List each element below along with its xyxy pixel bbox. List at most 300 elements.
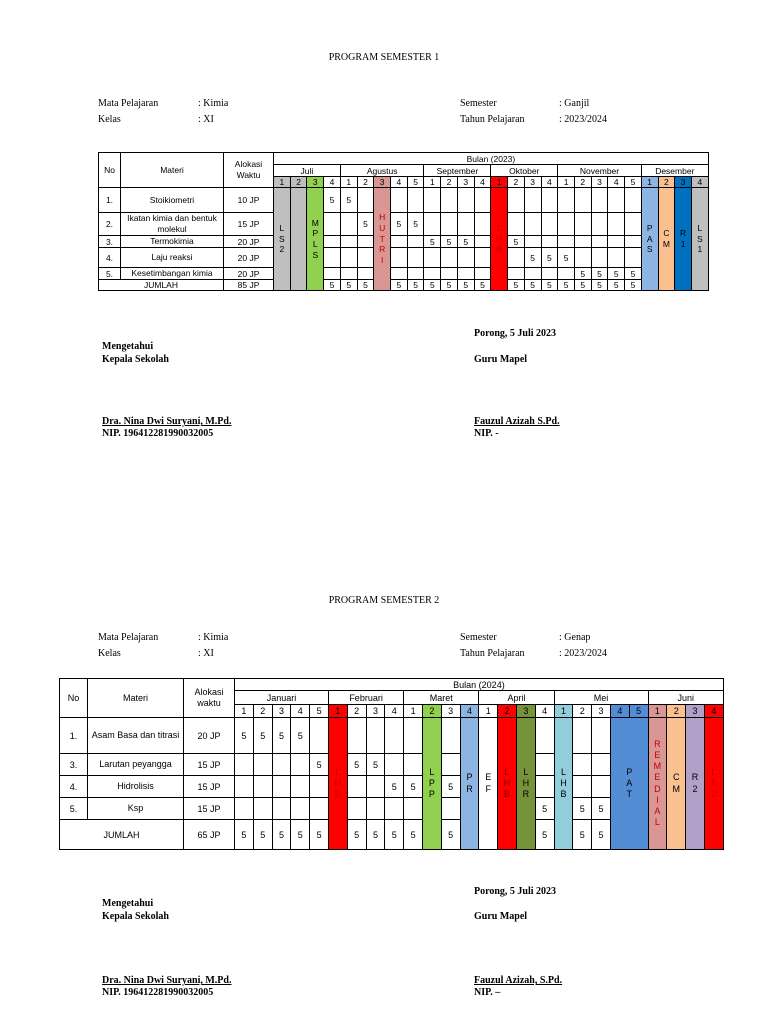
event-block xyxy=(374,188,391,291)
week-number: 5 xyxy=(310,705,329,718)
table-row xyxy=(99,268,709,280)
week-cell: 5 xyxy=(291,820,310,850)
week-cell: 5 xyxy=(407,213,424,236)
week-cell: 5 xyxy=(340,280,357,291)
month-header: Juli xyxy=(274,165,341,177)
week-cell xyxy=(424,248,441,268)
week-cell: 5 xyxy=(366,754,385,776)
month-header: Januari xyxy=(235,691,329,705)
event-block xyxy=(658,188,675,291)
week-cell xyxy=(524,188,541,213)
row-alokasi: 20 JP xyxy=(184,718,235,754)
week-number: 4 xyxy=(691,177,708,188)
jumlah-alokasi: 65 JP xyxy=(184,820,235,850)
row-materi: Larutan peyangga xyxy=(88,754,184,776)
week-cell: 5 xyxy=(441,236,458,248)
mapel-label: Mata Pelajaran xyxy=(98,98,159,109)
vertical-label: P A T xyxy=(626,766,633,800)
week-cell xyxy=(524,268,541,280)
sem2-right-info xyxy=(460,630,607,662)
week-number: 5 xyxy=(629,705,648,718)
month-header: Mei xyxy=(554,691,648,705)
week-cell: 5 xyxy=(391,213,408,236)
week-cell xyxy=(391,188,408,213)
tahun-value: : 2023/2024 xyxy=(559,114,608,125)
week-cell: 5 xyxy=(441,820,460,850)
event-block xyxy=(328,718,347,850)
kelas-value: : XI xyxy=(198,648,214,659)
week-cell xyxy=(474,188,491,213)
vertical-label: P A S xyxy=(646,223,653,255)
sem1-left-info xyxy=(98,96,228,128)
week-number: 4 xyxy=(535,705,554,718)
week-cell xyxy=(535,776,554,798)
week-cell xyxy=(608,213,625,236)
week-number: 2 xyxy=(667,705,686,718)
week-cell: 5 xyxy=(347,754,366,776)
week-number: 2 xyxy=(498,705,517,718)
week-cell: 5 xyxy=(310,820,329,850)
week-number: 3 xyxy=(457,177,474,188)
week-cell xyxy=(592,754,611,776)
col-alokasi-header: Alokasi waktu xyxy=(184,679,235,718)
week-number: 2 xyxy=(253,705,272,718)
row-no: 4. xyxy=(99,248,121,268)
week-cell xyxy=(625,213,642,236)
event-block xyxy=(704,718,723,850)
week-cell xyxy=(253,798,272,820)
week-number: 3 xyxy=(591,177,608,188)
vertical-label: L H B xyxy=(334,766,342,800)
week-cell: 5 xyxy=(385,820,404,850)
sem2-place-date: Porong, 5 Juli 2023 xyxy=(474,886,557,897)
week-cell xyxy=(524,236,541,248)
week-number: 1 xyxy=(424,177,441,188)
month-header: September xyxy=(424,165,491,177)
week-number: 3 xyxy=(272,705,291,718)
week-cell xyxy=(474,213,491,236)
row-alokasi: 10 JP xyxy=(224,188,274,213)
sem1-place-date: Porong, 5 Juli 2023 xyxy=(474,328,557,339)
row-no: 1. xyxy=(99,188,121,213)
week-cell xyxy=(573,776,592,798)
event-block xyxy=(667,718,686,850)
week-cell xyxy=(558,236,575,248)
event-block xyxy=(491,188,508,291)
week-cell xyxy=(404,718,423,754)
week-cell xyxy=(608,188,625,213)
week-number: 1 xyxy=(328,705,347,718)
table-row xyxy=(60,718,724,754)
week-number: 4 xyxy=(324,177,341,188)
sem1-kepsek-nip: NIP. 196412281990032005 xyxy=(102,428,214,439)
week-number: 2 xyxy=(573,705,592,718)
week-cell xyxy=(474,248,491,268)
week-cell xyxy=(272,776,291,798)
week-cell xyxy=(272,798,291,820)
row-materi: Ikatan kimia dan bentuk molekul xyxy=(121,213,224,236)
week-cell: 5 xyxy=(366,820,385,850)
week-cell: 5 xyxy=(558,248,575,268)
week-number: 4 xyxy=(460,705,479,718)
week-cell: 5 xyxy=(407,280,424,291)
table-row xyxy=(99,248,709,268)
week-cell xyxy=(407,188,424,213)
week-number: 5 xyxy=(625,177,642,188)
week-cell xyxy=(457,213,474,236)
week-cell xyxy=(441,213,458,236)
week-cell: 5 xyxy=(508,280,525,291)
week-cell: 5 xyxy=(508,236,525,248)
week-cell xyxy=(474,268,491,280)
week-cell xyxy=(324,213,341,236)
week-cell: 5 xyxy=(524,280,541,291)
week-cell: 5 xyxy=(608,268,625,280)
week-cell: 5 xyxy=(608,280,625,291)
week-cell: 5 xyxy=(291,718,310,754)
guru-name: Fauzul Azizah, S.Pd. xyxy=(474,975,563,986)
week-cell: 5 xyxy=(324,280,341,291)
week-number: 1 xyxy=(558,177,575,188)
sem1-kepsek-title: Kepala Sekolah xyxy=(102,354,169,365)
mapel-label: Mata Pelajaran xyxy=(98,632,159,643)
event-block xyxy=(641,188,658,291)
week-cell xyxy=(574,236,591,248)
jumlah-label: JUMLAH xyxy=(60,820,184,850)
week-cell: 5 xyxy=(535,798,554,820)
event-block xyxy=(691,188,708,291)
week-cell xyxy=(404,754,423,776)
week-cell xyxy=(357,236,374,248)
week-number: 2 xyxy=(441,177,458,188)
week-cell xyxy=(541,236,558,248)
week-cell xyxy=(558,188,575,213)
week-cell xyxy=(366,776,385,798)
week-cell xyxy=(253,776,272,798)
week-cell xyxy=(535,718,554,754)
row-materi: Asam Basa dan titrasi xyxy=(88,718,184,754)
week-cell: 5 xyxy=(592,820,611,850)
week-cell xyxy=(457,248,474,268)
kepsek-name: Dra. Nina Dwi Suryani, M.Pd. xyxy=(102,416,232,427)
week-cell xyxy=(541,213,558,236)
week-cell: 5 xyxy=(357,280,374,291)
week-cell: 5 xyxy=(574,268,591,280)
row-materi: Hidrolisis xyxy=(88,776,184,798)
sem2-guru-title: Guru Mapel xyxy=(474,911,528,922)
week-cell: 5 xyxy=(404,776,423,798)
week-number: 4 xyxy=(610,705,629,718)
week-cell xyxy=(407,236,424,248)
week-cell xyxy=(573,718,592,754)
row-alokasi: 15 JP xyxy=(184,754,235,776)
week-number: 2 xyxy=(574,177,591,188)
mapel-value: : Kimia xyxy=(198,632,229,643)
week-number: 2 xyxy=(508,177,525,188)
week-cell xyxy=(424,188,441,213)
vertical-label: M P L S xyxy=(311,217,319,260)
jumlah-label: JUMLAH xyxy=(99,280,224,291)
week-cell: 5 xyxy=(625,268,642,280)
week-cell xyxy=(347,718,366,754)
bulan-header: Bulan (2023) xyxy=(274,153,709,165)
week-number: 3 xyxy=(686,705,705,718)
week-cell xyxy=(591,188,608,213)
event-block xyxy=(675,188,692,291)
week-number: 2 xyxy=(290,177,307,188)
event-block xyxy=(290,188,307,291)
event-block xyxy=(498,718,517,850)
col-materi-header: Materi xyxy=(88,679,184,718)
week-cell xyxy=(357,188,374,213)
week-cell xyxy=(391,268,408,280)
week-cell xyxy=(524,213,541,236)
week-cell: 5 xyxy=(272,718,291,754)
week-cell: 5 xyxy=(253,820,272,850)
week-cell xyxy=(272,754,291,776)
kelas-label: Kelas xyxy=(98,648,121,659)
week-cell xyxy=(574,188,591,213)
week-number: 2 xyxy=(357,177,374,188)
week-cell: 5 xyxy=(574,280,591,291)
event-block xyxy=(686,718,705,850)
week-cell: 5 xyxy=(535,820,554,850)
row-no: 5. xyxy=(60,798,88,820)
week-cell xyxy=(340,268,357,280)
vertical-label: R 2 xyxy=(691,772,699,794)
row-alokasi: 15 JP xyxy=(224,213,274,236)
vertical-label: E F xyxy=(485,772,492,794)
event-block xyxy=(516,718,535,850)
header-row xyxy=(60,679,724,691)
sem1-right-info xyxy=(460,96,607,128)
week-cell xyxy=(366,798,385,820)
week-cell xyxy=(424,268,441,280)
week-cell xyxy=(591,248,608,268)
week-cell: 5 xyxy=(457,236,474,248)
event-block xyxy=(610,718,648,850)
week-cell xyxy=(592,718,611,754)
week-cell xyxy=(441,798,460,820)
week-cell xyxy=(573,754,592,776)
week-number: 1 xyxy=(404,705,423,718)
jumlah-alokasi: 85 JP xyxy=(224,280,274,291)
week-number: 1 xyxy=(491,177,508,188)
week-number: 3 xyxy=(675,177,692,188)
week-cell: 5 xyxy=(625,280,642,291)
semester-value: : Genap xyxy=(559,632,591,643)
sem2-kepsek-title: Kepala Sekolah xyxy=(102,911,169,922)
week-cell xyxy=(541,188,558,213)
semester-label: Semester xyxy=(460,98,497,109)
row-no: 3. xyxy=(60,754,88,776)
week-cell xyxy=(391,248,408,268)
week-cell: 5 xyxy=(235,718,254,754)
kelas-label: Kelas xyxy=(98,114,121,125)
week-cell: 5 xyxy=(591,280,608,291)
tahun-value: : 2023/2024 xyxy=(559,648,608,659)
week-cell xyxy=(324,268,341,280)
week-cell xyxy=(385,798,404,820)
week-cell xyxy=(625,248,642,268)
event-block xyxy=(648,718,667,850)
vertical-label: L S 2 xyxy=(710,766,717,800)
week-cell xyxy=(535,754,554,776)
vertical-label: R E M E D I A L xyxy=(653,738,662,828)
week-number: 5 xyxy=(407,177,424,188)
sem1-mengetahui: Mengetahui xyxy=(102,341,154,352)
week-cell xyxy=(508,248,525,268)
week-cell: 5 xyxy=(391,280,408,291)
week-cell: 5 xyxy=(541,280,558,291)
week-cell xyxy=(340,248,357,268)
week-number: 4 xyxy=(391,177,408,188)
week-cell xyxy=(357,248,374,268)
week-cell xyxy=(591,236,608,248)
event-block xyxy=(274,188,291,291)
week-number: 4 xyxy=(541,177,558,188)
week-cell xyxy=(407,248,424,268)
week-cell xyxy=(366,718,385,754)
kelas-value: : XI xyxy=(198,114,214,125)
week-cell xyxy=(310,798,329,820)
row-alokasi: 15 JP xyxy=(184,776,235,798)
row-no: 3. xyxy=(99,236,121,248)
week-cell xyxy=(291,754,310,776)
week-number: 1 xyxy=(648,705,667,718)
month-header: November xyxy=(558,165,642,177)
week-cell: 5 xyxy=(524,248,541,268)
week-cell: 5 xyxy=(235,820,254,850)
row-materi: Ksp xyxy=(88,798,184,820)
week-number: 1 xyxy=(641,177,658,188)
table-row xyxy=(99,188,709,213)
week-cell xyxy=(625,236,642,248)
week-number: 3 xyxy=(516,705,535,718)
month-header: Juni xyxy=(648,691,723,705)
week-cell xyxy=(441,248,458,268)
tahun-label: Tahun Pelajaran xyxy=(460,648,525,659)
mapel-value: : Kimia xyxy=(198,98,229,109)
vertical-label: L S 2 xyxy=(279,223,285,255)
week-cell: 5 xyxy=(347,820,366,850)
month-header: Februari xyxy=(328,691,403,705)
week-cell xyxy=(574,213,591,236)
week-cell xyxy=(508,188,525,213)
week-number: 3 xyxy=(307,177,324,188)
week-cell: 5 xyxy=(324,188,341,213)
month-header: April xyxy=(479,691,554,705)
week-cell xyxy=(508,213,525,236)
week-cell xyxy=(574,248,591,268)
sem2-mengetahui: Mengetahui xyxy=(102,898,154,909)
week-cell: 5 xyxy=(474,280,491,291)
week-cell: 5 xyxy=(272,820,291,850)
col-no-header: No xyxy=(60,679,88,718)
week-cell xyxy=(457,188,474,213)
row-no: 1. xyxy=(60,718,88,754)
week-cell xyxy=(558,213,575,236)
row-alokasi: 15 JP xyxy=(184,798,235,820)
week-number: 4 xyxy=(608,177,625,188)
week-number: 4 xyxy=(291,705,310,718)
week-cell xyxy=(441,268,458,280)
week-cell: 5 xyxy=(573,820,592,850)
week-cell xyxy=(235,798,254,820)
row-materi: Stoikiometri xyxy=(121,188,224,213)
week-cell: 5 xyxy=(441,280,458,291)
row-materi: Termokimia xyxy=(121,236,224,248)
vertical-label: P R xyxy=(466,772,473,794)
week-cell xyxy=(441,188,458,213)
week-cell: 5 xyxy=(591,268,608,280)
sem2-kepsek-nip: NIP. 196412281990032005 xyxy=(102,987,214,998)
week-number: 2 xyxy=(658,177,675,188)
sem1-guru-title: Guru Mapel xyxy=(474,354,528,365)
row-materi: Kesetimbangan kimia xyxy=(121,268,224,280)
week-number: 1 xyxy=(554,705,573,718)
sem2-guru-nip: NIP. – xyxy=(474,987,501,998)
week-number: 1 xyxy=(235,705,254,718)
week-cell xyxy=(508,268,525,280)
week-cell: 5 xyxy=(340,188,357,213)
week-cell xyxy=(441,754,460,776)
row-no: 5. xyxy=(99,268,121,280)
week-cell: 5 xyxy=(573,798,592,820)
vertical-label: H U T R I xyxy=(379,212,386,265)
sem2-left-info xyxy=(98,630,228,662)
month-header: Desember xyxy=(641,165,708,177)
semester-label: Semester xyxy=(460,632,497,643)
vertical-label: L P P xyxy=(428,766,435,800)
sem1-title: PROGRAM SEMESTER 1 xyxy=(328,52,440,63)
row-materi: Laju reaksi xyxy=(121,248,224,268)
week-number: 1 xyxy=(479,705,498,718)
week-cell xyxy=(253,754,272,776)
week-cell: 5 xyxy=(558,280,575,291)
vertical-label: C M xyxy=(672,772,680,794)
week-cell: 5 xyxy=(424,236,441,248)
sem1-schedule-table xyxy=(98,152,709,291)
week-cell: 5 xyxy=(310,754,329,776)
week-cell xyxy=(608,236,625,248)
vertical-label: L S 1 xyxy=(697,223,703,255)
week-cell xyxy=(310,776,329,798)
row-alokasi: 20 JP xyxy=(224,236,274,248)
tahun-label: Tahun Pelajaran xyxy=(460,114,525,125)
week-number: 4 xyxy=(704,705,723,718)
week-cell xyxy=(474,236,491,248)
col-no-header: No xyxy=(99,153,121,188)
week-number: 2 xyxy=(347,705,366,718)
kepsek-name: Dra. Nina Dwi Suryani, M.Pd. xyxy=(102,975,232,986)
week-cell: 5 xyxy=(441,776,460,798)
week-cell: 5 xyxy=(385,776,404,798)
table-row xyxy=(99,213,709,236)
row-no: 4. xyxy=(60,776,88,798)
week-number: 2 xyxy=(422,705,441,718)
week-cell xyxy=(235,776,254,798)
week-cell xyxy=(235,754,254,776)
event-block xyxy=(460,718,479,850)
week-cell xyxy=(558,268,575,280)
week-number: 4 xyxy=(385,705,404,718)
week-cell xyxy=(324,236,341,248)
week-number: 1 xyxy=(340,177,357,188)
week-cell xyxy=(608,248,625,268)
week-cell xyxy=(391,236,408,248)
week-cell xyxy=(592,776,611,798)
